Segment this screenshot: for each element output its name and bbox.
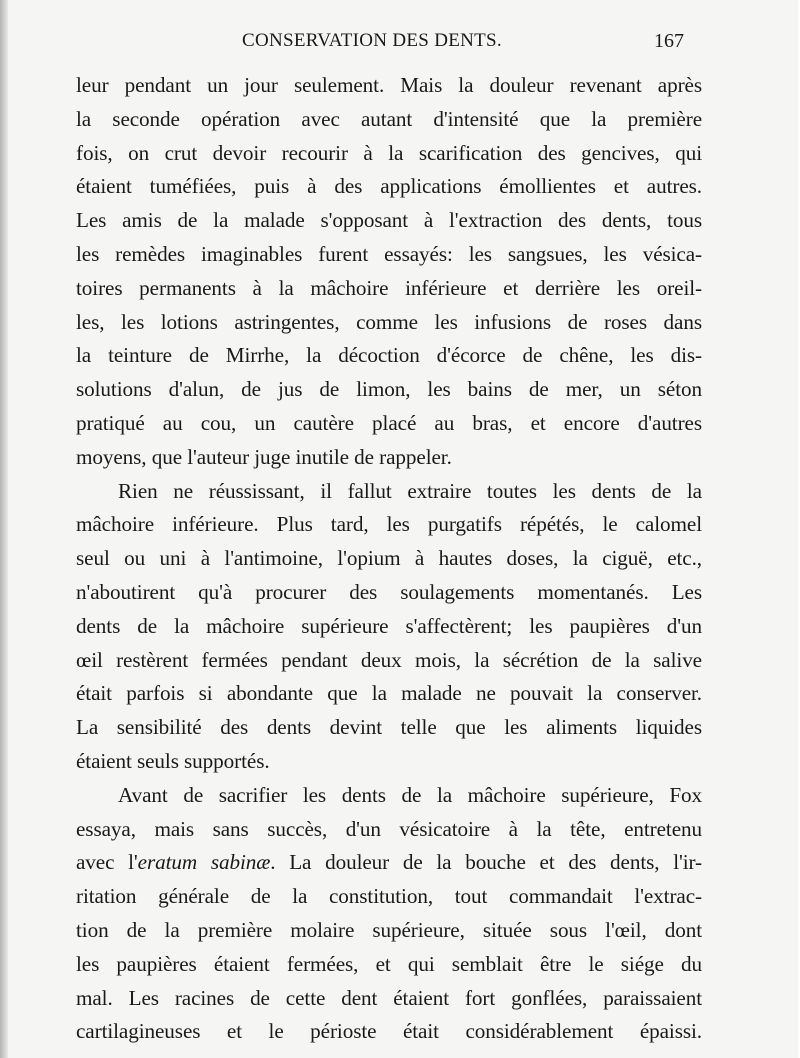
text-line: dents de la mâchoire supérieure s'affectèrent; les paupières d'un [76,613,702,638]
text-line: leur pendant un jour seulement. Mais la douleur revenant après [76,73,702,97]
text-line: les remèdes imaginables furent essayés: les sangsues, les vésica- [76,241,702,266]
book-page [8,0,798,1058]
text-line: la teinture de Mirrhe, la décoction d'écorce de chêne, les dis- [76,343,702,368]
text-line: les, les lotions astringentes, comme les infusions de roses dans [76,309,702,334]
text-line: Avant de sacrifier les dents de la mâchoire supérieure, Fox [118,782,702,807]
text-line: essaya, mais sans succès, d'un vésicatoire à la tête, entretenu [76,816,702,841]
text-line: La sensibilité des dents devint telle que les aliments liquides [76,715,702,740]
text-line: étaient seuls supportés. [76,748,270,773]
body-text [76,69,702,1049]
text-line: œil restèrent fermées pendant deux mois, la sécrétion de la salive [76,647,702,672]
text-line: tion de la première molaire supérieure, située sous l'œil, dont [76,917,702,942]
text-line: seul ou uni à l'antimoine, l'opium à hautes doses, la ciguë, etc., [76,546,702,571]
text-line: avec l'eratum sabinæ. La douleur de la bouche et des dents, l'ir- [76,850,702,875]
text-line: les paupières étaient fermées, et qui semblait être le siége du [76,951,702,976]
text-line: mal. Les racines de cette dent étaient fort gonflées, paraissaient [76,985,702,1010]
text-line: Rien ne réussissant, il fallut extraire toutes les dents de la [118,478,702,503]
running-title: CONSERVATION DES DENTS. [242,30,502,51]
text-line: la seconde opération avec autant d'intensité que la première [76,106,702,131]
text-line: mâchoire inférieure. Plus tard, les purgatifs répétés, le calomel [76,512,702,537]
text-line: fois, on crut devoir recourir à la scarification des gencives, qui [76,140,702,165]
text-line: Les amis de la malade s'opposant à l'extraction des dents, tous [76,208,702,233]
text-line: était parfois si abondante que la malade ne pouvait la conserver. [76,681,702,706]
text-line: n'aboutirent qu'à procurer des soulagements momentanés. Les [76,579,702,604]
page-number: 167 [654,30,684,52]
text-line: ritation générale de la constitution, tout commandait l'extrac- [76,884,702,909]
text-line: toires permanents à la mâchoire inférieure et derrière les oreil- [76,275,702,300]
page-left-edge-shadow [0,0,8,1058]
text-line: moyens, que l'auteur juge inutile de rappeler. [76,444,452,469]
text-line: étaient tuméfiées, puis à des applications émollientes et autres. [76,174,702,199]
text-line: solutions d'alun, de jus de limon, les bains de mer, un séton [76,377,702,402]
text-line: cartilagineuses et le périoste était considérablement épaissi. [76,1019,702,1044]
text-line: pratiqué au cou, un cautère placé au bras, et encore d'autres [76,410,702,435]
latin-term: eratum sabinæ [137,850,271,875]
